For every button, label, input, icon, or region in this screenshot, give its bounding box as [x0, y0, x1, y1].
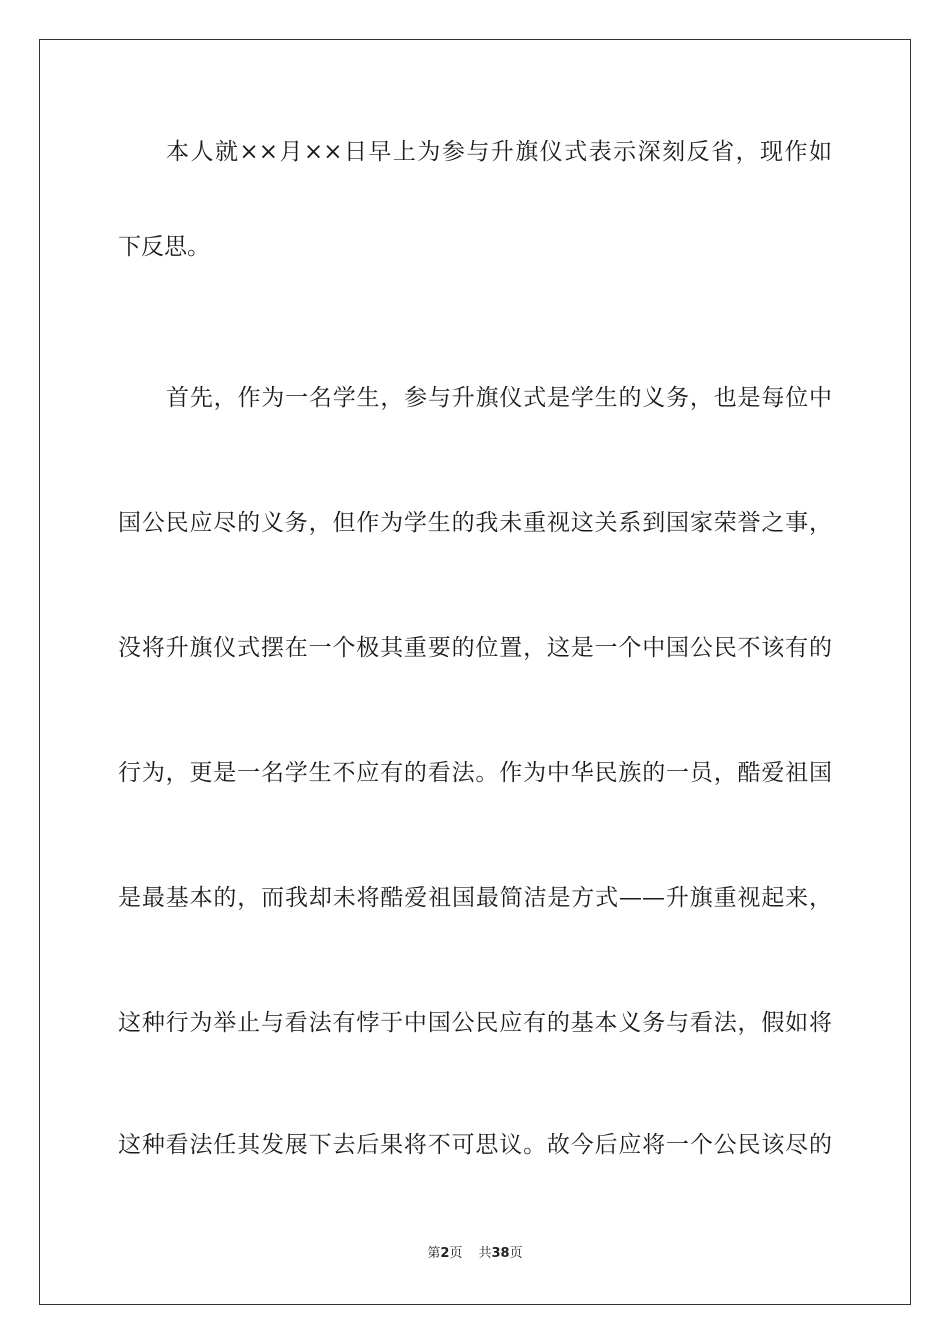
total-prefix: 共: [478, 1246, 492, 1261]
paragraph-2-line-5: 是最基本的，而我却未将酷爱祖国最简洁是方式——升旗重视起来，: [118, 885, 832, 911]
paragraph-2-line-3: 没将升旗仪式摆在一个极其重要的位置，这是一个中国公民不该有的: [118, 635, 832, 661]
paragraph-2-line-2: 国公民应尽的义务，但作为学生的我未重视这关系到国家荣誉之事，: [118, 510, 832, 536]
paragraph-2-line-7: 这种看法任其发展下去后果将不可思议。故今后应将一个公民该尽的: [118, 1132, 832, 1158]
page-prefix: 第: [427, 1246, 441, 1261]
paragraph-2-line-4: 行为，更是一名学生不应有的看法。作为中华民族的一员，酷爱祖国: [118, 760, 832, 786]
page-number: 2: [440, 1246, 450, 1261]
paragraph-2-line-1: 首先，作为一名学生，参与升旗仪式是学生的义务，也是每位中: [166, 385, 832, 411]
total-pages: 38: [491, 1246, 510, 1261]
paragraph-1-line-2: 下反思。: [118, 234, 210, 260]
page-footer: [0, 1246, 950, 1262]
total-suffix: 页: [509, 1246, 523, 1261]
page-border: [39, 39, 911, 1305]
page-suffix: 页: [449, 1246, 463, 1261]
paragraph-2-line-6: 这种行为举止与看法有悖于中国公民应有的基本义务与看法，假如将: [118, 1010, 832, 1036]
paragraph-1-line-1: 本人就××月××日早上为参与升旗仪式表示深刻反省，现作如: [166, 139, 832, 165]
